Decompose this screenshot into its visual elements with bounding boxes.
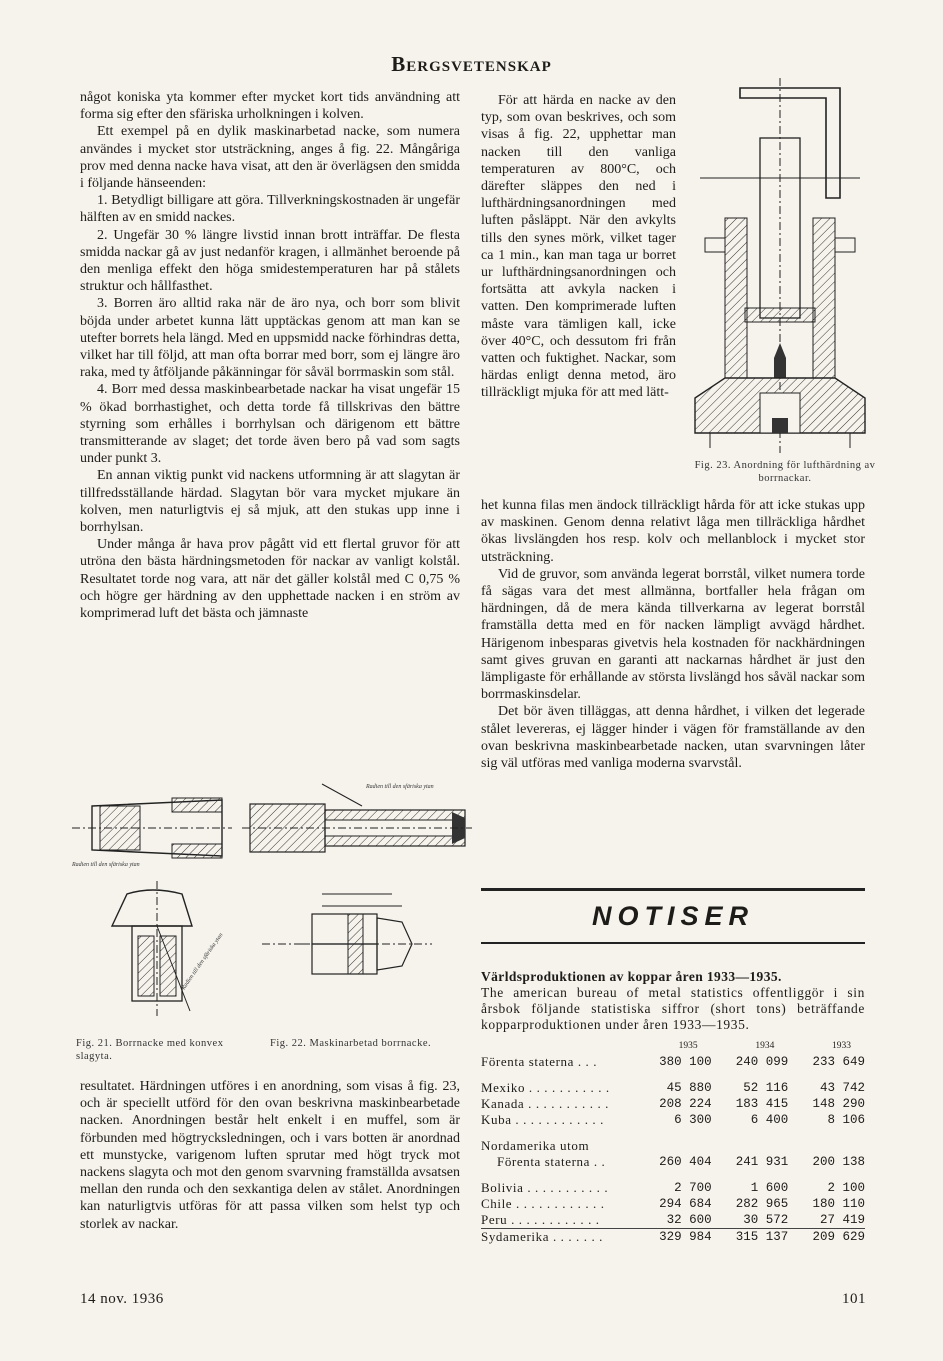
fig22-label-a: Radien till den sfäriska ytan: [366, 784, 434, 790]
fig21-label-a: Radien till den sfäriska ytan: [72, 862, 140, 868]
paragraph: Det bör även tilläggas, att denna hårdhet, i vilken det legerade stålet levereras, ej lägger hinder i vägen för framställande av den ovan beskrivna maskinbearbetade nacken, utan svarvningen låter sig väl utföras med vanliga moderna svarvstål.: [481, 704, 865, 772]
table-row: Nordamerika utom: [481, 1138, 590, 1153]
paragraph: het kunna filas men ändock tillräckligt hårda för att icke stukas upp av maskinen. Genom denna relativt låga men tillräckliga hårdhet ökas livslängden hos resp. kolv och mellanblock i mycket stor utsträckning.: [481, 498, 865, 565]
paragraph: 2. Ungefär 30 % längre livstid innan brott inträffar. De flesta smidda nackar gå av just nedanför kragen, i allmänhet beroende på den menliga effekt den höga smidestemperaturen har på stålets struktur och hållfasthet.: [80, 227, 460, 295]
year-header: 1933: [832, 1041, 851, 1051]
section-rule-bottom: [481, 942, 865, 944]
table-row: Peru . . . . . . . . . . . . 32 600 30 572 27 419: [481, 1212, 865, 1227]
section-rule-top: [481, 888, 865, 891]
table-row: Mexiko . . . . . . . . . . . 45 880 52 116 43 742: [481, 1080, 865, 1095]
right-column-top: [481, 92, 676, 402]
paragraph: något koniska yta kommer efter mycket kort tids användning att forma sig efter den sfäriska urholkningen i kolven.: [80, 90, 460, 123]
paragraph: resultatet. Härdningen utföres i en anordning, som visas å fig. 23, och är speciellt utförd för den ovan beskrivna maskinbearbetade nacken. Anordningen består helt enkelt i en muffel, som är förbunden med högtrycksledningen, och i vars botten är anordnad ett munstycke, varigenom luften sprutar med högt tryck mot nackens slagyta och mot den genom svarvning framställda avsatsen mellan den runda och den sexkantiga delen av stålet. Anordningen kan naturligtvis utföras för att passa vilken som helst typ och storlek av nackar.: [80, 1079, 460, 1232]
paragraph: Under många år hava prov pågått vid ett flertal gruvor för att utröna den bästa härdningsmetoden för nackar av vanligt kolstål. Resultatet torde nog vara, att när det gäller kolstål med C 0,75 % och högre ger härdning av den upphettade nacken i en ström av komprimerad luft det bästa och jämnaste: [80, 537, 460, 622]
paragraph: En annan viktig punkt vid nackens utformning är att slagytan är tillfredsställande härdad. Slagytan bör vara mycket mjukare än kolven, men naturligtvis ej så mjuk, att den stukas upp inne i borrhylsan.: [80, 468, 460, 536]
copper-production-article: [481, 969, 865, 1245]
left-column: [80, 89, 460, 622]
article-title: Världsproduktionen av koppar åren 1933—1935.: [481, 969, 782, 984]
fig22-detail-drawing: [262, 894, 432, 974]
figure-21-caption: Fig. 21. Borrnacke med konvex slagyta.: [76, 1038, 224, 1062]
paragraph: Ett exempel på en dylik maskinarbetad nacke, som numera användes i mycket stor utsträckning, anges å fig. 22. Mångåriga prov med denna nacke hava visat, att den är överlägsen den smidda i följande hänseenden:: [80, 124, 460, 192]
article-intro: The american bureau of metal statistics offentliggör i sin årsbok följande statistiska siffror (short tons) beträffande kopparproduktionen under åren 1933—1935.: [481, 985, 865, 1032]
table-header-row: [481, 1038, 865, 1054]
fig21-shank-drawing: [72, 798, 232, 858]
table-row: Kanada . . . . . . . . . . . 208 224 183 415 148 290: [481, 1096, 865, 1111]
page-title: Bergsvetenskap: [391, 52, 552, 76]
figure-22-caption: Fig. 22. Maskinarbetad borrnacke.: [270, 1038, 432, 1049]
left-column-bottom: [80, 1078, 460, 1233]
figure-23-drawing: [690, 78, 880, 458]
table-row: Kuba . . . . . . . . . . . . 6 300 6 400 8 106: [481, 1112, 865, 1127]
year-header: 1934: [755, 1041, 775, 1051]
paragraph: 4. Borr med dessa maskinbearbetade nackar ha visat ungefär 15 % ökad borrhastighet, och detta torde få tillskrivas den bättre styrning som erhålles i borrhylsan och därigenom ett bättre transmitterande av slaget; det torde även bero på vad som sagts under punkt 3.: [80, 382, 460, 467]
table-row: Förenta staterna . . 260 404 241 931 200 138: [497, 1154, 865, 1169]
paragraph: 3. Borren äro alltid raka när de äro nya, och borr som blivit böjda under arbetet kunna lätt upptäckas genom att man kan se utefter borrets hela längd. Med en uppsmidd nacke förhindras detta, vilket har till följd, att man ofta borrar med borr, som ej längre äro raka, med ty åtföljande påkänningar för såväl borrmaskin som stål.: [80, 296, 460, 381]
year-header: 1935: [678, 1041, 698, 1051]
footer-date: 14 nov. 1936: [80, 1291, 164, 1307]
fig21-bit-end-drawing: [112, 881, 224, 1016]
table-row: Chile . . . . . . . . . . . . 294 684 282 965 180 110: [481, 1196, 865, 1211]
fig21-label-b: Radien till den sfäriska ytan: [180, 932, 225, 992]
table-row: Bolivia . . . . . . . . . . . 2 700 1 600 2 100: [481, 1180, 865, 1195]
paragraph: 1. Betydligt billigare att göra. Tillverkningskostnaden är ungefär hälften av en smidd nackes.: [80, 193, 460, 226]
table-row: Förenta staterna . . . 380 100 240 099 233 649: [481, 1054, 865, 1069]
figure-21-22-drawing: [72, 776, 472, 1038]
fig22-shank-drawing: [242, 783, 472, 852]
table-row: Sydamerika . . . . . . . 329 984 315 137 209 629: [481, 1229, 865, 1244]
paragraph: Vid de gruvor, som använda legerat borrstål, vilket numera torde få sägas vara det mest allmänna, bortfaller hela frågan om härdningen, då de mera kända tillverkarna av legerat borrstål framställa detta med en för nacken lämpligt avvägd hårdhet. Härigenom inbesparas givetvis hela kostnaden för nackhärdningen samt gives gruvan en garanti att nackarnas hårdhet är just den lämpligaste för erhållande av största livslängd hos såväl nackar som borrmaskinsdelar.: [481, 566, 865, 703]
page-number: 101: [842, 1291, 866, 1307]
figure-23-caption: Fig. 23. Anordning för lufthärdning av borrnackar.: [694, 460, 876, 484]
paragraph: För att härda en nacke av den typ, som ovan beskrives, och som visas å fig. 22, upphettar man nacken till den vanliga temperaturen av 800°C, och därefter släppes den ned i lufthärdningsanordningen med luften påsläppt. När den avkylts tills den synes mörk, vilket tager ca 1 min., kan man taga ur borret ur lufthärdningsanordningen och fortsätta att avkyla nacken i vatten. Den komprimerade luften måste vara tämligen kall, icke över 40°C, och dessutom fri från vatten och fuktighet. Nackar, som härdas enligt denna metod, äro tillräckligt mjuka för att med lätt-: [481, 93, 676, 401]
right-column: [481, 497, 865, 772]
section-heading: NOTISER: [591, 901, 754, 931]
production-table: [481, 1038, 865, 1245]
